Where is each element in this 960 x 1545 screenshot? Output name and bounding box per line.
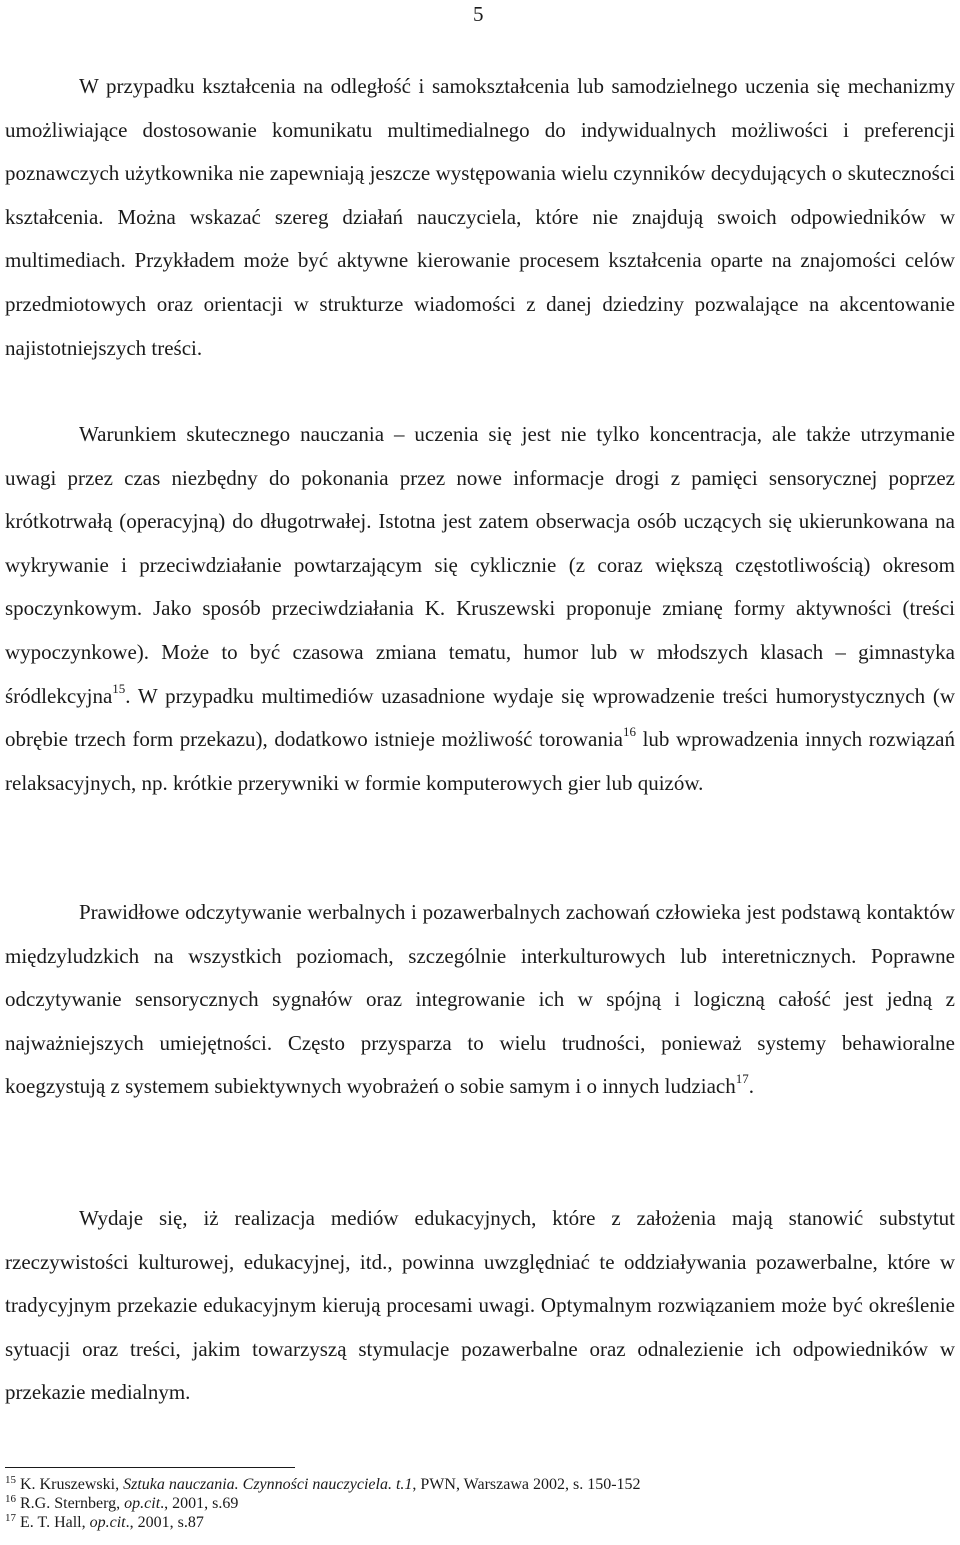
- footnote-ref-17[interactable]: 17: [735, 1071, 749, 1087]
- footnote-number: 15: [5, 1474, 16, 1486]
- paragraph-4-text: Wydaje się, iż realizacja mediów edukacyjnych, które z założenia mają stanowić substytut rzeczywistości kulturowej, edukacyjnej, itd., powinna uwzględniać te oddziaływania pozawerbalne, które w tradycyjnym przekazie edukacyjnym kierują procesami uwagi. Optymalnym rozwiązaniem może być określenie sytuacji oraz treści, jakim towarzyszą stymulacje pozawerbalne oraz odnalezienie ich odpowiedników w przekazie medialnym.: [5, 1206, 955, 1405]
- paragraph-2-text-a: Warunkiem skutecznego nauczania – uczenia się jest nie tylko koncentracja, ale także utrzymanie uwagi przez czas niezbędny do pokonania przez nowe informacje drogi z pamięci sensorycznej poprzez krótkotrwałą (operacyjną) do długotrwałej. Istotna jest zatem obserwacja osób uczących się ukierunkowana na wykrywanie i przeciwdziałanie powtarzającym się cyklicznie (z coraz większą częstotliwością) okresom spoczynkowym. Jako sposób przeciwdziałania K. Kruszewski proponuje zmianę formy aktywności (treści wypoczynkowe). Może to być czasowa zmiana tematu, humor lub w młodszych klasach – gimnastyka śródlekcyjna: [5, 422, 955, 708]
- paragraph-3: [5, 891, 955, 1109]
- footnote-ref-15[interactable]: 15: [112, 680, 126, 696]
- footnote-details: , PWN, Warszawa 2002, s. 150-152: [412, 1476, 641, 1493]
- footnote-author: E. T. Hall,: [16, 1514, 90, 1531]
- footnote-title: Sztuka nauczania. Czynności nauczyciela. t.1: [123, 1476, 413, 1493]
- footnotes: [5, 1475, 955, 1532]
- footnote-17: [5, 1513, 955, 1532]
- paragraph-3-text-a: Prawidłowe odczytywanie werbalnych i pozawerbalnych zachowań człowieka jest podstawą kontaktów międzyludzkich na wszystkich poziomach, szczególnie interkulturowych lub interetnicznych. Poprawne odczytywanie sensorycznych sygnałów oraz integrowanie ich w spójną i logiczną całość jest jedną z najważniejszych umiejętności. Często przysparza to wielu trudności, ponieważ systemy behawioralne koegzystują z systemem subiektywnych wyobrażeń o sobie samym i o innych ludziach: [5, 900, 955, 1099]
- footnote-author: R.G. Sternberg,: [16, 1495, 125, 1512]
- footnote-15: [5, 1475, 955, 1494]
- footnote-title: op.cit: [124, 1495, 161, 1512]
- paragraph-1: [5, 65, 955, 370]
- page-number: 5: [473, 2, 484, 26]
- paragraph-2-text-c: lub wprowadzenia innych rozwiązań relaksacyjnych, np. krótkie przerywniki w formie komputerowych gier lub quizów.: [5, 727, 955, 795]
- footnote-number: 16: [5, 1493, 16, 1505]
- paragraph-4: [5, 1197, 955, 1415]
- footnote-details: ., 2001, s.87: [125, 1514, 204, 1531]
- paragraph-1-text: W przypadku kształcenia na odległość i samokształcenia lub samodzielnego uczenia się mechanizmy umożliwiające dostosowanie komunikatu multimedialnego do indywidualnych możliwości i preferencji poznawczych użytkownika nie zapewniają jeszcze występowania wielu czynników decydujących o skuteczności kształcenia. Można wskazać szereg działań nauczyciela, które nie znajdują swoich odpowiedników w multimediach. Przykładem może być aktywne kierowanie procesem kształcenia oparte na znajomości celów przedmiotowych oraz orientacji w strukturze wiadomości z danej dziedziny pozwalające na akcentowanie najistotniejszych treści.: [5, 74, 955, 360]
- footnote-16: [5, 1494, 955, 1513]
- paragraph-2: [5, 413, 955, 805]
- footnote-author: K. Kruszewski,: [16, 1476, 124, 1493]
- footnote-number: 17: [5, 1512, 16, 1524]
- footnote-details: ., 2001, s.69: [160, 1495, 239, 1512]
- footnote-ref-16[interactable]: 16: [623, 724, 637, 740]
- footnote-title: op.cit: [89, 1514, 126, 1531]
- footnote-separator: [5, 1467, 295, 1468]
- paragraph-3-text-b: .: [748, 1074, 754, 1099]
- paragraph-2-text-b: . W przypadku multimediów uzasadnione wydaje się wprowadzenie treści humorystycznych (w obrębie trzech form przekazu), dodatkowo istnieje możliwość torowania: [5, 683, 955, 752]
